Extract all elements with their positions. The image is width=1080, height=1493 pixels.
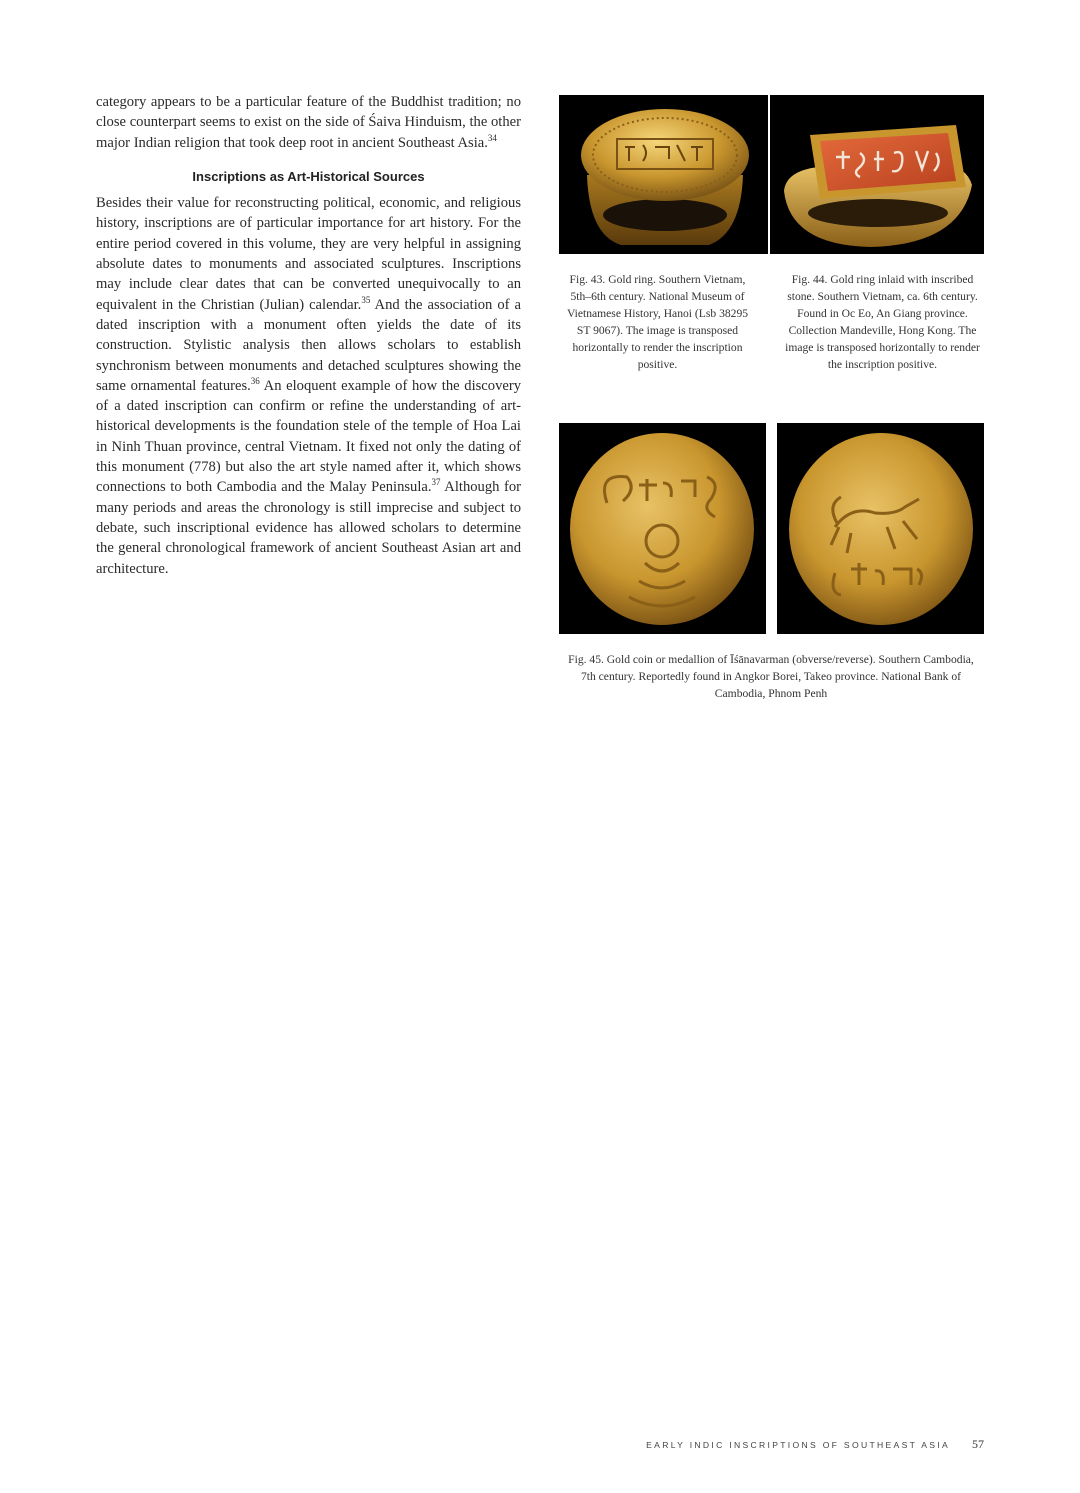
paragraph-2 [96, 193, 521, 579]
paragraph-2-text-a: Besides their value for reconstructing political, economic, and religious history, inscriptions are of particular importance for art history. For the entire period covered in this volume, they are very helpful in assigning absolute dates to monuments and associated sculptures. Inscriptions may include clear dates that can be converted unequivocally to an equivalent in the Christian (Julian) calendar. [96, 195, 521, 313]
fig-43-gold-ring-photo [559, 95, 768, 254]
body-text-column [96, 92, 521, 579]
paragraph-1 [96, 92, 521, 153]
page-footer [600, 1437, 984, 1452]
fig-43-caption: Fig. 43. Gold ring. Southern Vietnam, 5th–6th century. National Museum of Vietnamese History, Hanoi (Lsb 38295 ST 9067). The image is transposed horizontally to render the inscription positive. [566, 273, 749, 371]
footnote-ref-34[interactable]: 34 [487, 132, 497, 143]
footnote-ref-35[interactable]: 35 [361, 294, 371, 305]
running-title: EARLY INDIC INSCRIPTIONS OF SOUTHEAST ASIA [646, 1440, 950, 1450]
fig-44-gold-ring-inlaid-photo [770, 95, 984, 254]
fig-45-caption: Fig. 45. Gold coin or medallion of Īśānavarman (obverse/reverse). Southern Cambodia, 7th century. Reportedly found in Angkor Borei, Takeo province. National Bank of Cambodia, Phnom Penh [568, 653, 974, 700]
paragraph-2-text-c: An eloquent example of how the discovery of a dated inscription can confirm or refine the understanding of art-historical developments is the foundation stele of the temple of Hoa Lai in Ninh Thuan province, central Vietnam. It fixed not only the dating of this monument (778) but also the art style named after it, which shows connections to both Cambodia and the Malay Peninsula. [96, 377, 522, 496]
paragraph-2-text-b: And the association of a dated inscription with a monument often yields the date of its construction. Stylistic analysis then allows scholars to establish synchronism between monuments and detached sculptures showing the same ornamental features. [96, 296, 521, 394]
section-heading: Inscriptions as Art-Historical Sources [192, 168, 425, 184]
page-number: 57 [972, 1437, 984, 1451]
fig-45-coin-obverse-photo [559, 423, 766, 634]
paragraph-2-text-d: Although for many periods and areas the chronology is still imprecise and subject to debate, such inscriptional evidence has allowed scholars to determine the general chronological framework of ancient Southeast Asian art and architecture. [96, 479, 522, 577]
footnote-ref-36[interactable]: 36 [250, 376, 260, 386]
paragraph-1-text: category appears to be a particular feature of the Buddhist tradition; no close counterpart seems to exist on the side of Śaiva Hinduism, the other major Indian religion that took deep root in ancient Southeast Asia. [96, 94, 521, 151]
fig-45-coin-reverse-photo [777, 423, 984, 634]
footnote-ref-37[interactable]: 37 [431, 477, 441, 488]
fig-44-caption: Fig. 44. Gold ring inlaid with inscribed stone. Southern Vietnam, ca. 6th century. Found in Oc Eo, An Giang province. Collection Mandeville, Hong Kong. The image is transposed horizontally to render the inscription positive. [785, 273, 980, 371]
